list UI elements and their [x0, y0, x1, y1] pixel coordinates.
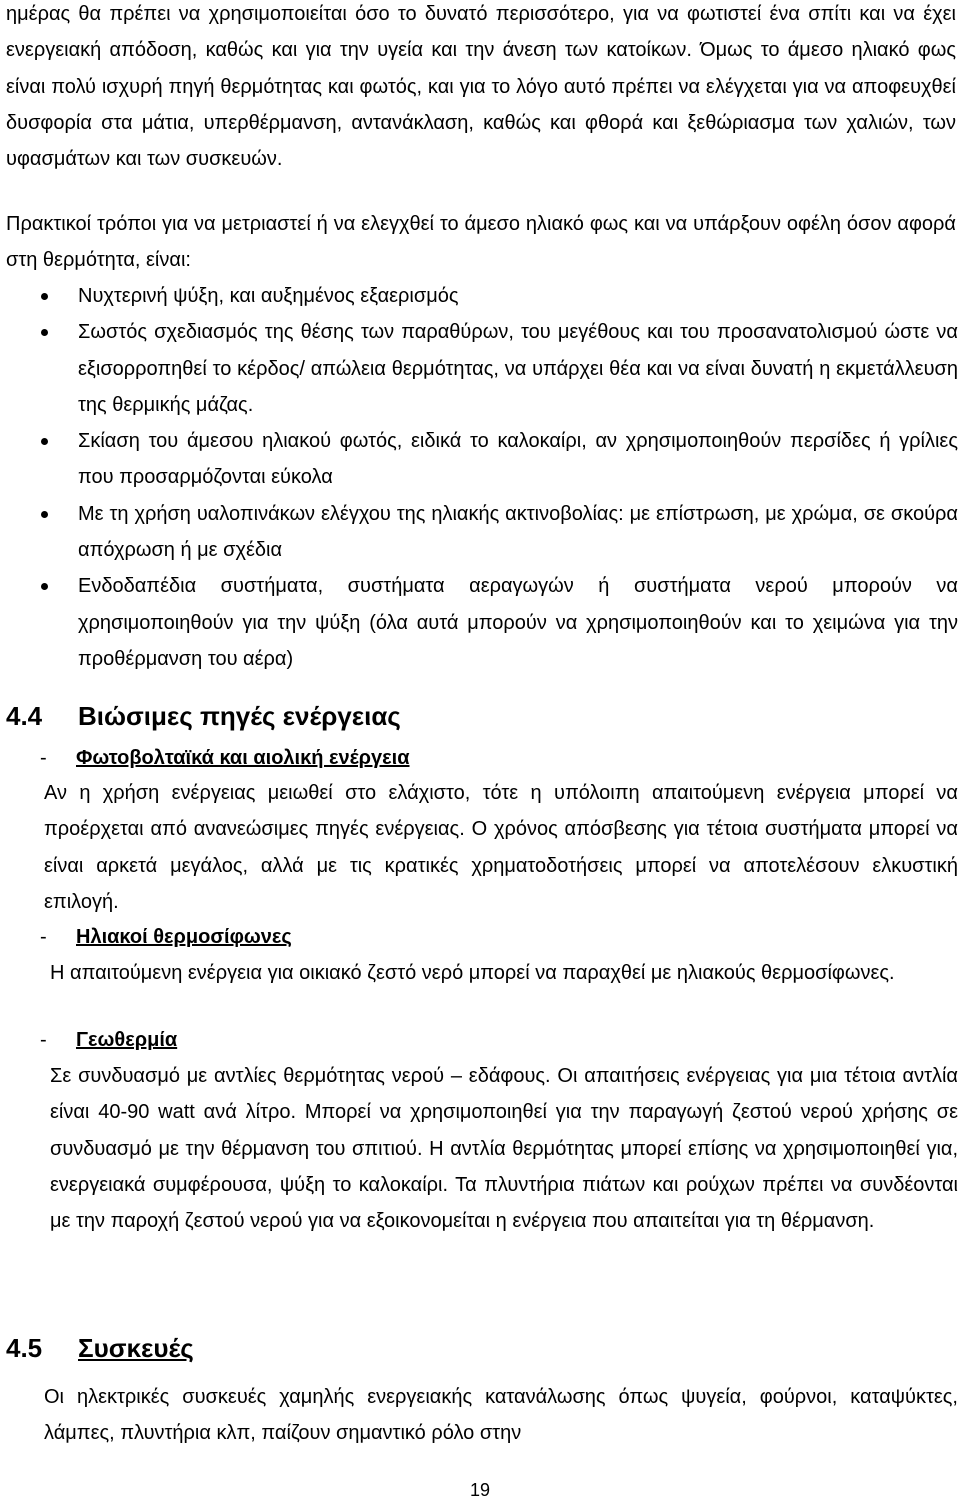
section-title: Συσκευές	[78, 1333, 194, 1363]
bullet-icon	[41, 583, 48, 590]
intro-paragraph: ημέρας θα πρέπει να χρησιμοποιείται όσο το δυνατό περισσότερο, για να φωτιστεί ένα σπίτι και να έχει ενεργειακή απόδοση, καθώς και για την υγεία και την άνεση των κατοίκων. Όμως το άμεσο ηλιακό φως είναι πολύ ισχυρή πηγή θερμότητας και φωτός, και για το λόγο αυτό πρέπει να ελέγχεται για να αποφευχθεί δυσφορία στα μάτια, υπερθέρμανση, αντανάκλαση, καθώς και φθορά και ξεθώριασμα των χαλιών, των υφασμάτων και των συσκευών.	[6, 3, 956, 171]
list-item	[0, 278, 958, 314]
section-heading-4-4	[6, 699, 401, 733]
list-item-text: Νυχτερινή ψύξη, και αυξημένος εξαερισμός	[78, 285, 459, 307]
page-number: 19	[469, 1480, 491, 1500]
list-item-text: Σκίαση του άμεσου ηλιακού φωτός, ειδικά το καλοκαίρι, αν χρησιμοποιηθούν περσίδες ή γρίλιες που προσαρμόζονται εύκολα	[78, 430, 958, 489]
bullet-icon	[41, 329, 48, 336]
dash-marker: -	[40, 747, 47, 769]
subsection-title: Φωτοβολταϊκά και αιολική ενέργεια	[76, 747, 410, 769]
bullet-icon	[41, 511, 48, 518]
section-title: Βιώσιμες πηγές ενέργειας	[78, 701, 401, 731]
list-item-text: Σωστός σχεδιασμός της θέσης των παραθύρων, του μεγέθους και του προσανατολισμού ώστε να εξισορροπηθεί το κέρδος/ απώλεια θερμότητας, να υπάρχει θέα και να είναι δυνατή η εκμετάλλευση της θερμικής μάζας.	[78, 321, 958, 416]
list-item	[0, 496, 958, 569]
dash-marker: -	[40, 1029, 47, 1051]
bullet-icon	[41, 438, 48, 445]
subsection-heading-geothermal	[40, 1025, 177, 1055]
subsection-title: Ηλιακοί θερμοσίφωνες	[76, 926, 292, 948]
appliances-paragraph: Οι ηλεκτρικές συσκευές χαμηλής ενεργειακής κατανάλωσης όπως ψυγεία, φούρνοι, καταψύκτες, λάμπες, πλυντήρια κλπ, παίζουν σημαντικό ρόλο στην	[44, 1386, 958, 1445]
section-number: 4.5	[6, 1333, 43, 1363]
geothermal-paragraph: Σε συνδυασμό με αντλίες θερμότητας νερού – εδάφους. Οι απαιτήσεις ενέργειας για μια τέτοια αντλία είναι 40-90 watt ανά λίτρο. Μπορεί να χρησιμοποιηθεί για την παραγωγή ζεστού νερού χρήσης σε συνδυασμό με την θέρμανση του σπιτιού. Η αντλία θερμότητας μπορεί επίσης να χρησιμοποιηθεί για, ενεργειακά συμφέρουσα, ψύξη το καλοκαίρι. Τα πλυντήρια πιάτων και ρούχων πρέπει να συνδέονται με την παροχή ζεστού νερού για να εξοικονομείται η ενέργεια που απαιτείται για τη θέρμανση.	[50, 1065, 958, 1233]
bullet-icon	[41, 293, 48, 300]
pv-wind-paragraph: Αν η χρήση ενέργειας μειωθεί στο ελάχιστο, τότε η υπόλοιπη απαιτούμενη ενέργεια μπορεί να προέρχεται από ανανεώσιμες πηγές ενέργειας. Ο χρόνος απόσβεσης για τέτοια συστήματα μπορεί να είναι αρκετά μεγάλος, αλλά με τις κρατικές χρηματοδοτήσεις μπορεί να αποτελέσουν ελκυστική επιλογή.	[44, 782, 958, 913]
section-number: 4.4	[6, 701, 43, 731]
subsection-heading-pv-wind	[40, 743, 410, 773]
subsection-heading-solar-heaters	[40, 922, 292, 952]
list-item	[0, 423, 958, 496]
list-item	[0, 568, 958, 677]
solar-heaters-paragraph: Η απαιτούμενη ενέργεια για οικιακό ζεστό νερό μπορεί να παραχθεί με ηλιακούς θερμοσίφωνες.	[50, 962, 895, 984]
list-item-text: Με τη χρήση υαλοπινάκων ελέγχου της ηλιακής ακτινοβολίας: με επίστρωση, με χρώμα, σε σκούρα απόχρωση ή με σχέδια	[78, 502, 958, 562]
practical-ways-paragraph: Πρακτικοί τρόποι για να μετριαστεί ή να ελεγχθεί το άμεσο ηλιακό φως και να υπάρξουν οφέλη όσον αφορά στη θερμότητα, είναι:	[6, 213, 956, 272]
section-heading-4-5	[6, 1331, 194, 1365]
dash-marker: -	[40, 926, 47, 948]
subsection-title: Γεωθερμία	[76, 1029, 178, 1051]
practical-ways-list	[0, 278, 960, 677]
list-item	[0, 314, 958, 423]
list-item-text: Ενδοδαπέδια συστήματα, συστήματα αεραγωγών ή συστήματα νερού μπορούν να χρησιμοποιηθούν για την ψύξη (όλα αυτά μπορούν να χρησιμοποιηθούν και το χειμώνα για την προθέρμανση του αέρα)	[78, 575, 958, 670]
